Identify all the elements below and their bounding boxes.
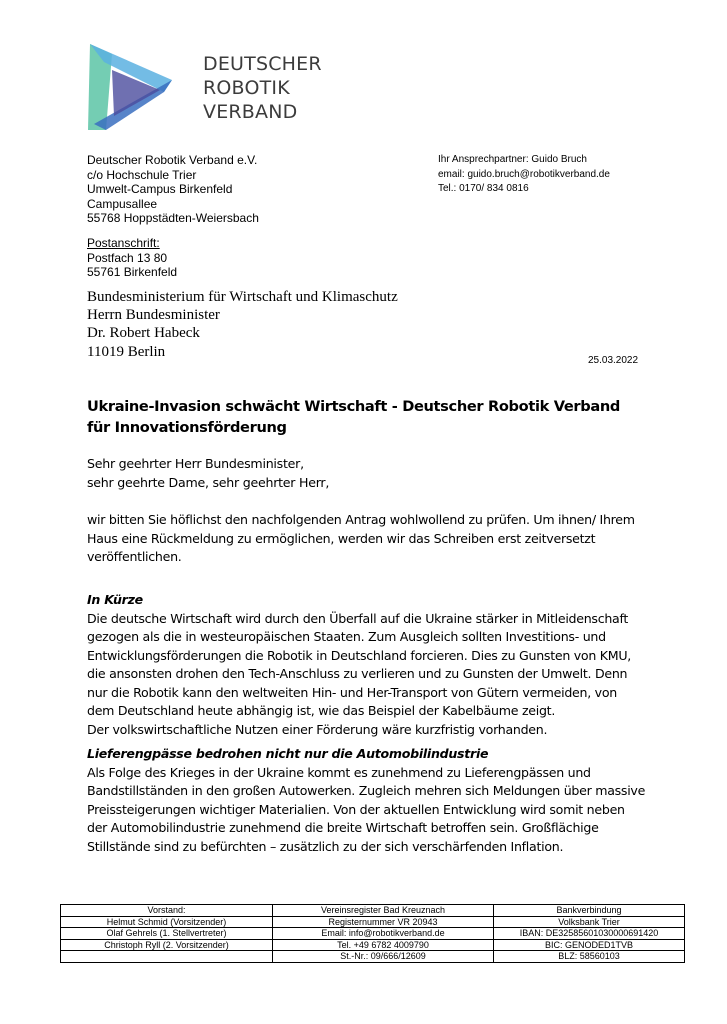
sender-address — [87, 153, 259, 226]
footer-table — [60, 904, 685, 963]
paragraph-line: Die deutsche Wirtschaft wird durch den Überfall auf die Ukraine stärker in Mitleidenschaft — [87, 610, 629, 626]
paragraph-line: veröffentlichen. — [87, 549, 182, 564]
greeting — [87, 455, 329, 492]
sender-line: Deutscher Robotik Verband e.V. — [87, 153, 258, 167]
table-cell: Vereinsregister Bad Kreuznach — [273, 905, 494, 917]
contact-block — [438, 153, 610, 197]
intro-paragraph — [87, 511, 667, 567]
table-cell: Vorstand: — [61, 905, 273, 917]
table-cell: Bankverbindung — [494, 905, 685, 917]
section-summary — [87, 591, 667, 739]
table-row — [61, 939, 685, 951]
paragraph-line: wir bitten Sie höflichst den nachfolgenden Antrag wohlwollend zu prüfen. Um ihnen/ Ihrem — [87, 512, 635, 527]
contact-line: Ihr Ansprechpartner: Guido Bruch — [438, 154, 587, 165]
contact-phone: Tel.: 0170/ 834 0816 — [438, 183, 529, 194]
recipient-line: Dr. Robert Habeck — [87, 325, 200, 342]
paragraph-line: Stillstände sind zu befürchten – zusätzlich zu der sich verschärfenden Inflation. — [87, 838, 564, 854]
table-row — [61, 905, 685, 917]
section-title: In Kürze — [87, 592, 143, 607]
org-name — [203, 52, 322, 124]
table-cell: Tel. +49 6782 4009790 — [273, 939, 494, 951]
paragraph-line: Haus eine Rückmeldung zu ermöglichen, werden wir das Schreiben erst zeitversetzt — [87, 530, 596, 546]
table-cell: IBAN: DE32585601030000691420 — [494, 928, 685, 940]
postal-line: Postfach 13 80 — [87, 250, 168, 265]
sender-line: c/o Hochschule Trier — [87, 167, 197, 182]
table-cell: Volksbank Trier — [494, 916, 685, 928]
footer-email[interactable]: Email: info@robotikverband.de — [273, 928, 494, 940]
paragraph-line: dem Deutschland heute abhängig ist, wie das Beispiel der Kabelbäume zeigt. — [87, 703, 556, 718]
table-cell: BIC: GENODED1TVB — [494, 939, 685, 951]
postal-address — [87, 236, 177, 280]
recipient-line: Herrn Bundesminister — [87, 307, 220, 324]
org-name-line: DEUTSCHER — [203, 53, 322, 75]
letter-subject: Ukraine-Invasion schwächt Wirtschaft - Deutscher Robotik Verband für Innovationsförderung — [87, 398, 620, 436]
postal-line: 55761 Birkenfeld — [87, 265, 178, 280]
recipient-line: 11019 Berlin — [87, 343, 166, 360]
paragraph-line: Der volkswirtschaftliche Nutzen einer Förderung wäre kurzfristig vorhanden. — [87, 721, 548, 737]
table-cell: St.-Nr.: 09/666/12609 — [273, 951, 494, 963]
table-cell: BLZ: 58560103 — [494, 951, 685, 963]
sender-line: 55768 Hoppstädten-Weiersbach — [87, 211, 259, 226]
table-cell: Registernummer VR 20943 — [273, 916, 494, 928]
org-name-line: VERBAND — [203, 101, 298, 123]
sender-line: Umwelt-Campus Birkenfeld — [87, 182, 233, 197]
table-row — [61, 928, 685, 940]
paragraph-line: gezogen als die in westeuropäischen Staaten. Zum Ausgleich sollten Investitions- und — [87, 629, 606, 644]
sender-line: Campusallee — [87, 196, 158, 211]
recipient-line: Bundesministerium für Wirtschaft und Klimaschutz — [87, 289, 398, 305]
letter-date: 25.03.2022 — [588, 355, 639, 366]
table-cell: Helmut Schmid (Vorsitzender) — [61, 916, 273, 928]
paragraph-line: Preissteigerungen wichtiger Materialien. Von der aktuellen Entwicklung wird somit neben — [87, 801, 625, 817]
table-cell: Olaf Gehrels (1. Stellvertreter) — [61, 928, 273, 940]
greeting-line: sehr geehrte Dame, sehr geehrter Herr, — [87, 474, 330, 490]
table-cell: Christoph Ryll (2. Vorsitzender) — [61, 939, 273, 951]
section-title: Lieferengpässe bedrohen nicht nur die Automobilindustrie — [87, 746, 489, 761]
paragraph-line: die ansonsten drohen den Tech-Anschluss zu verlieren und zu Gunsten der Umwelt. Denn — [87, 666, 628, 681]
paragraph-line: Bandstillständen in den großen Autowerken. Zugleich mehren sich Meldungen über massive — [87, 783, 646, 798]
contact-email[interactable]: email: guido.bruch@robotikverband.de — [438, 168, 610, 180]
recipient-address — [87, 288, 398, 361]
table-row — [61, 916, 685, 928]
section-supply-shortages — [87, 745, 667, 856]
paragraph-line: der Automobilindustrie zunehmend die breite Wirtschaft betroffen sein. Großflächige — [87, 820, 599, 835]
paragraph-line: Entwicklungsförderungen die Robotik in Deutschland forcieren. Dies zu Gunsten von KMU, — [87, 647, 632, 663]
paragraph-line: nur die Robotik kann den weltweiten Hin- und Her-Transport von Gütern vermeiden, von — [87, 684, 617, 700]
table-row — [61, 951, 685, 963]
greeting-line: Sehr geehrter Herr Bundesminister, — [87, 456, 304, 471]
logo-icon — [84, 40, 176, 132]
org-name-line: ROBOTIK — [203, 77, 290, 99]
paragraph-line: Als Folge des Krieges in der Ukraine kommt es zunehmend zu Lieferengpässen und — [87, 764, 591, 780]
table-cell — [61, 951, 273, 963]
postal-heading: Postanschrift: — [87, 236, 160, 250]
